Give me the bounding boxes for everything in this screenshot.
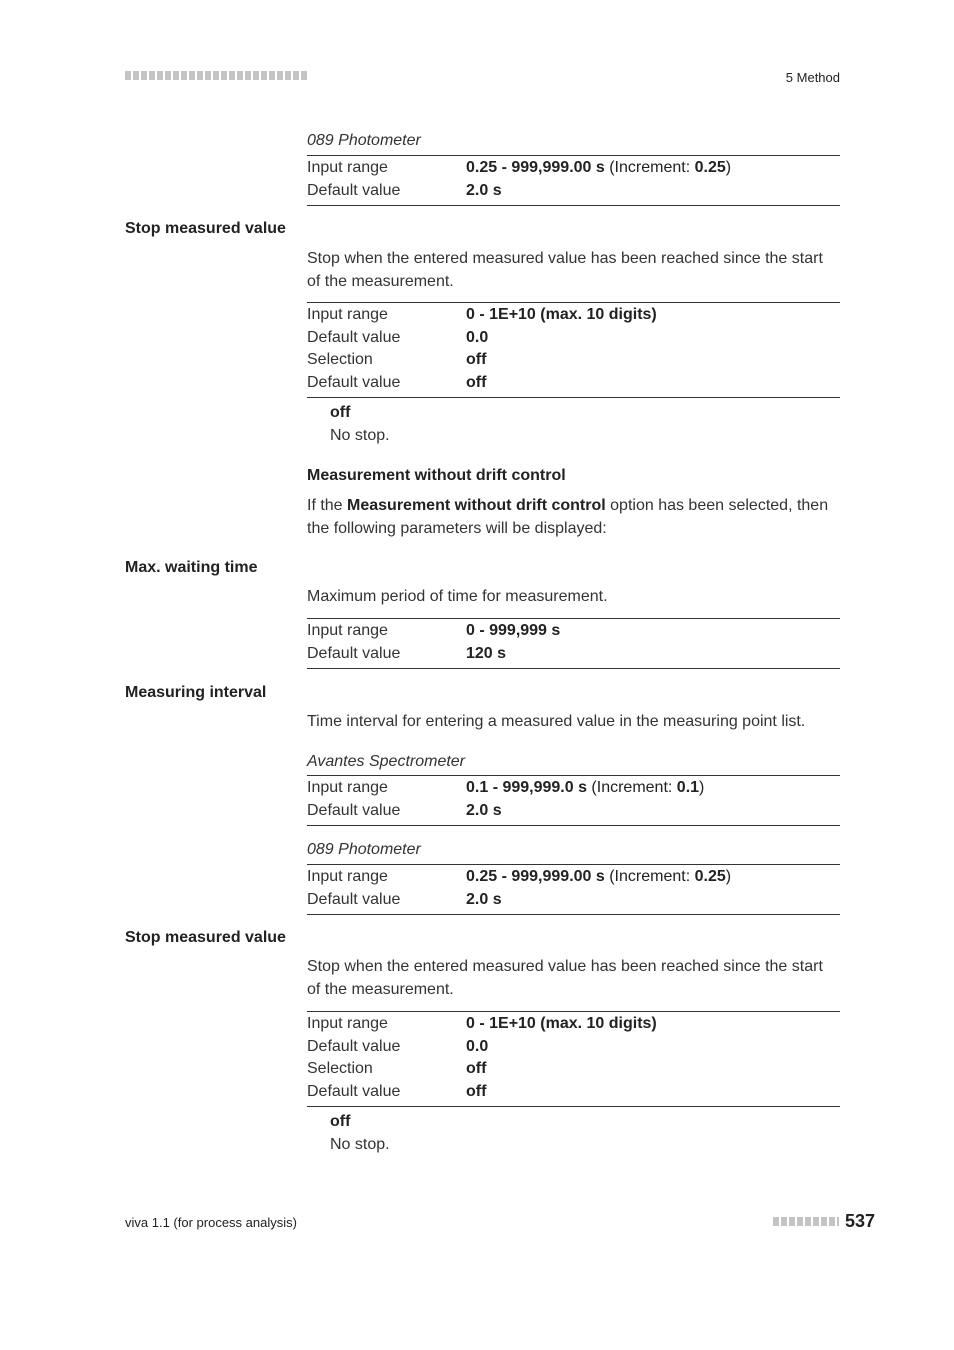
table-row bbox=[307, 1081, 840, 1104]
section-heading: Measuring interval bbox=[125, 684, 267, 701]
table-row bbox=[307, 800, 840, 823]
section-heading: Stop measured value bbox=[125, 929, 286, 946]
table-caption: Avantes Spectrometer bbox=[307, 753, 466, 770]
table-row bbox=[307, 1036, 840, 1059]
param-value: 2.0 s bbox=[466, 801, 502, 819]
section-heading: Stop measured value bbox=[125, 220, 286, 237]
param-value: off bbox=[466, 373, 487, 391]
chapter-title: 5 Method bbox=[785, 70, 840, 85]
table-row bbox=[307, 349, 840, 372]
option-name: off bbox=[330, 1113, 351, 1130]
table-row bbox=[307, 180, 840, 203]
section-description: Stop when the entered measured value has been reached since the start of the measurement. bbox=[307, 250, 823, 290]
param-value: off bbox=[466, 351, 487, 368]
param-value: 0.25 - 999,999.00 s (Increment: 0.25) bbox=[466, 159, 732, 176]
table-row bbox=[307, 889, 840, 912]
parameter-table bbox=[307, 1011, 840, 1107]
option-entry bbox=[330, 1110, 390, 1156]
table-row bbox=[307, 327, 840, 350]
table-row bbox=[307, 620, 840, 643]
section-description: Time interval for entering a measured value in the measuring point list. bbox=[307, 713, 806, 730]
param-label: Default value bbox=[307, 801, 401, 819]
param-value: 0 - 1E+10 (max. 10 digits) bbox=[466, 306, 657, 323]
param-label: Input range bbox=[307, 622, 388, 639]
param-label: Default value bbox=[307, 181, 401, 199]
param-label: Selection bbox=[307, 351, 373, 368]
param-value: 0.25 - 999,999.00 s (Increment: 0.25) bbox=[466, 868, 732, 885]
subsection-heading: Measurement without drift control bbox=[307, 467, 566, 484]
table-row bbox=[307, 304, 840, 327]
param-value: 0.0 bbox=[466, 1037, 489, 1055]
param-value: 0 - 1E+10 (max. 10 digits) bbox=[466, 1015, 657, 1032]
subsection-description: If the Measurement without drift control option has been selected, then the following parameters will be displayed: bbox=[307, 497, 829, 537]
table-caption: 089 Photometer bbox=[307, 841, 421, 858]
option-name: off bbox=[330, 404, 351, 421]
param-label: Default value bbox=[307, 1037, 401, 1055]
table-row bbox=[307, 1058, 840, 1081]
header-decoration bbox=[125, 71, 307, 80]
parameter-table bbox=[307, 618, 840, 669]
param-value: 0 - 999,999 s bbox=[466, 622, 561, 639]
table-row bbox=[307, 643, 840, 666]
table-caption: 089 Photometer bbox=[307, 132, 421, 149]
param-label: Default value bbox=[307, 1082, 401, 1100]
table-row bbox=[307, 866, 840, 889]
param-label: Default value bbox=[307, 644, 401, 662]
param-label: Input range bbox=[307, 306, 388, 323]
param-label: Default value bbox=[307, 328, 401, 346]
param-label: Default value bbox=[307, 890, 401, 908]
option-entry bbox=[330, 401, 390, 447]
param-value: 0.0 bbox=[466, 328, 489, 346]
param-label: Input range bbox=[307, 159, 388, 176]
param-value: off bbox=[466, 1060, 487, 1077]
parameter-table bbox=[307, 302, 840, 398]
section-heading: Max. waiting time bbox=[125, 559, 258, 576]
parameter-table bbox=[307, 864, 840, 915]
param-label: Default value bbox=[307, 373, 401, 391]
table-row bbox=[307, 1013, 840, 1036]
param-label: Input range bbox=[307, 1015, 388, 1032]
param-label: Input range bbox=[307, 868, 388, 885]
table-row bbox=[307, 157, 840, 180]
product-name: viva 1.1 (for process analysis) bbox=[125, 1215, 297, 1230]
footer-decoration bbox=[773, 1217, 839, 1226]
parameter-table bbox=[307, 155, 840, 206]
param-value: off bbox=[466, 1082, 487, 1100]
param-value: 0.1 - 999,999.0 s (Increment: 0.1) bbox=[466, 779, 705, 796]
table-row bbox=[307, 777, 840, 800]
table-row bbox=[307, 372, 840, 395]
section-description: Stop when the entered measured value has been reached since the start of the measurement. bbox=[307, 958, 823, 998]
option-description: No stop. bbox=[330, 427, 390, 444]
param-value: 2.0 s bbox=[466, 890, 502, 908]
param-value: 120 s bbox=[466, 644, 507, 662]
page-number: 537 bbox=[845, 1211, 876, 1231]
param-label: Selection bbox=[307, 1060, 373, 1077]
param-label: Input range bbox=[307, 779, 388, 796]
parameter-table bbox=[307, 775, 840, 826]
param-value: 2.0 s bbox=[466, 181, 502, 199]
section-description: Maximum period of time for measurement. bbox=[307, 588, 608, 605]
option-description: No stop. bbox=[330, 1136, 390, 1153]
